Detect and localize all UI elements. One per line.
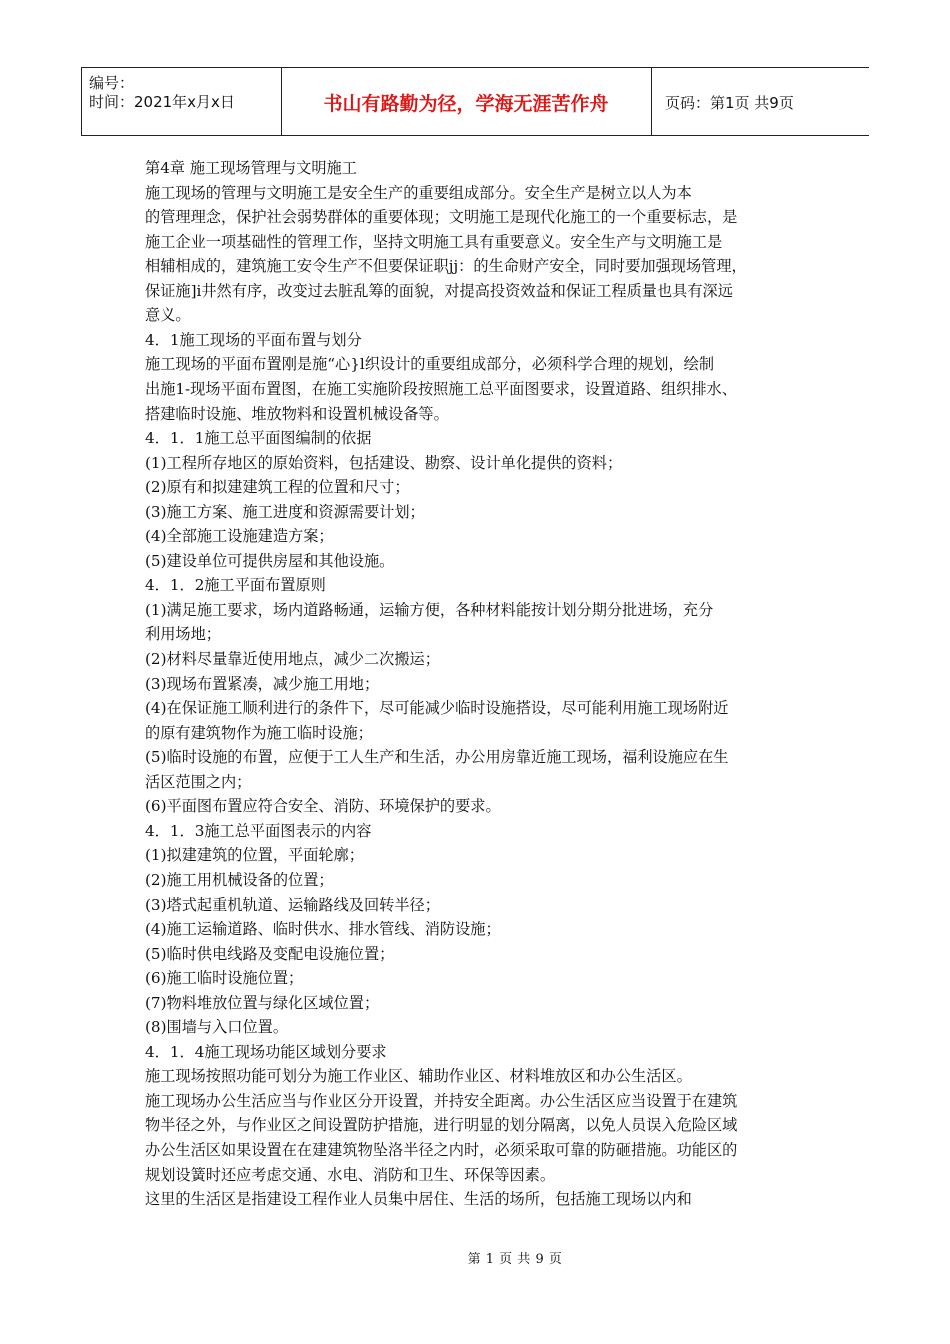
header-bottom-rule bbox=[81, 135, 869, 136]
text-line: (6)施工临时设施位置； bbox=[145, 969, 304, 988]
text-line: 第4章 施工现场管理与文明施工 bbox=[145, 159, 357, 177]
text-line: 搭建临时设施、堆放物料和设置机械设备等。 bbox=[145, 404, 449, 423]
footer-page-label: 第 1 页 共 9 页 bbox=[467, 1252, 563, 1267]
text-line: 相辅相成的，建筑施工安令生产不但要保证职jj：的生命财产安全，同时要加强现场管理， bbox=[145, 257, 747, 276]
text-line: 施工企业一项基础性的管理工作，坚持文明施工具有重要意义。安全生产与文明施工是 bbox=[145, 232, 723, 251]
header-top-rule bbox=[81, 67, 869, 68]
text-line: (5)建设单位可提供房屋和其他设施。 bbox=[145, 551, 395, 570]
text-line: 意义。 bbox=[145, 306, 191, 325]
text-line: 4．1．4施工现场功能区域划分要求 bbox=[145, 1042, 387, 1061]
text-line: (2)施工用机械设备的位置； bbox=[145, 870, 334, 889]
text-line: 施工现场按照功能可划分为施工作业区、辅助作业区、材料堆放区和办公生活区。 bbox=[145, 1067, 692, 1086]
text-line: 这里的生活区是指建设工程作业人员集中居住、生活的场所，包括施工现场以内和 bbox=[145, 1190, 692, 1209]
text-line: 施工现场的管理与文明施工是安全生产的重要组成部分。安全生产是树立以人为本 bbox=[145, 183, 692, 202]
text-line: (3)现场布置紧凑，减少施工用地； bbox=[145, 674, 380, 693]
text-line: 保证施]i井然有序，改变过去脏乱筹的面貌，对提高投资效益和保证工程质量也具有深远 bbox=[145, 281, 733, 300]
text-line: 出施1-现场平面布置图，在施工实施阶段按照施工总平面图要求，设置道路、组织排水、 bbox=[145, 379, 737, 398]
text-line: 施工现场的平面布置刚是施“心}l织设计的重要组成部分，必须科学合理的规划，绘制 bbox=[145, 355, 715, 374]
text-line: (7)物料堆放位置与绿化区域位置； bbox=[145, 993, 380, 1012]
text-line: (4)全部施工设施建造方案； bbox=[145, 527, 334, 546]
text-line: 施工现场办公生活应当与作业区分开设置，并持安全距离。办公生活区应当设置于在建筑 bbox=[145, 1091, 738, 1110]
text-line: (1)满足施工要求，场内道路畅通，运输方便，各种材料能按计划分期分批进场，充分 bbox=[145, 600, 714, 619]
text-line: (1)拟建建筑的位置，平面轮廓； bbox=[145, 846, 364, 865]
text-line: 活区范围之内； bbox=[145, 772, 252, 791]
text-line: (2)材料尽量靠近使用地点，减少二次搬运； bbox=[145, 650, 440, 668]
page-header bbox=[81, 67, 869, 136]
text-line: 规划设簧时还应考虑交通、水电、消防和卫生、环保等因素。 bbox=[145, 1165, 556, 1184]
text-line: 的原有建筑物作为施工临时设施； bbox=[145, 723, 373, 742]
text-line: 利用场地； bbox=[145, 625, 221, 644]
text-line: 4．1．1施工总平面图编制的依据 bbox=[145, 429, 372, 448]
text-line: 4．1．3施工总平面图表示的内容 bbox=[145, 821, 372, 840]
text-line: 的管理理念，保护社会弱势群体的重要体现；文明施工是现代化施工的一个重要标志，是 bbox=[145, 208, 738, 227]
document-number-label: 编号： bbox=[89, 74, 135, 92]
text-line: (4)施工运输道路、临时供水、排水管线、消防设施； bbox=[145, 920, 501, 939]
text-line: (8)围墙与入口位置。 bbox=[145, 1018, 289, 1037]
text-line: 4．1．2施工平面布置原则 bbox=[145, 576, 326, 595]
text-line: (1)工程所存地区的原始资料，包括建设、勘察、设计单化提供的资料； bbox=[145, 453, 623, 472]
text-line: 4．1施工现场的平面布置与划分 bbox=[145, 330, 362, 349]
page-footer bbox=[0, 1248, 950, 1267]
text-line: 办公生活区如果设置在在建建筑物坠洛半径之内时，必须采取可靠的防砸措施。功能区的 bbox=[145, 1141, 738, 1159]
text-line: 物半径之外，与作业区之间设置防护措施，进行明显的划分隔离，以免人员误入危险区域 bbox=[145, 1116, 738, 1135]
document-time-label: 时间：2021年x月x日 bbox=[89, 93, 235, 111]
text-line: (3)施工方案、施工进度和资源需要计划； bbox=[145, 502, 425, 521]
header-motto: 书山有路勤为径，学海无涯苦作舟 bbox=[323, 93, 609, 115]
header-divider-mid-right bbox=[651, 67, 652, 136]
text-line: (5)临时设施的布置，应便于工人生产和生活，办公用房靠近施工现场，福利设施应在生 bbox=[145, 748, 729, 767]
text-line: (6)平面图布置应符合安全、消防、环境保护的要求。 bbox=[145, 797, 501, 816]
page-number-info: 页码：第1页 共9页 bbox=[665, 94, 794, 112]
header-divider-left bbox=[81, 67, 82, 136]
text-line: (5)临时供电线路及变配电设施位置； bbox=[145, 944, 395, 963]
text-line: (4)在保证施工顺利进行的条件下，尽可能减少临时设施搭设，尽可能利用施工现场附近 bbox=[145, 699, 729, 718]
text-line: (2)原有和拟建建筑工程的位置和尺寸； bbox=[145, 478, 410, 497]
text-line: (3)塔式起重机轨道、运输路线及回转半径； bbox=[145, 895, 440, 914]
